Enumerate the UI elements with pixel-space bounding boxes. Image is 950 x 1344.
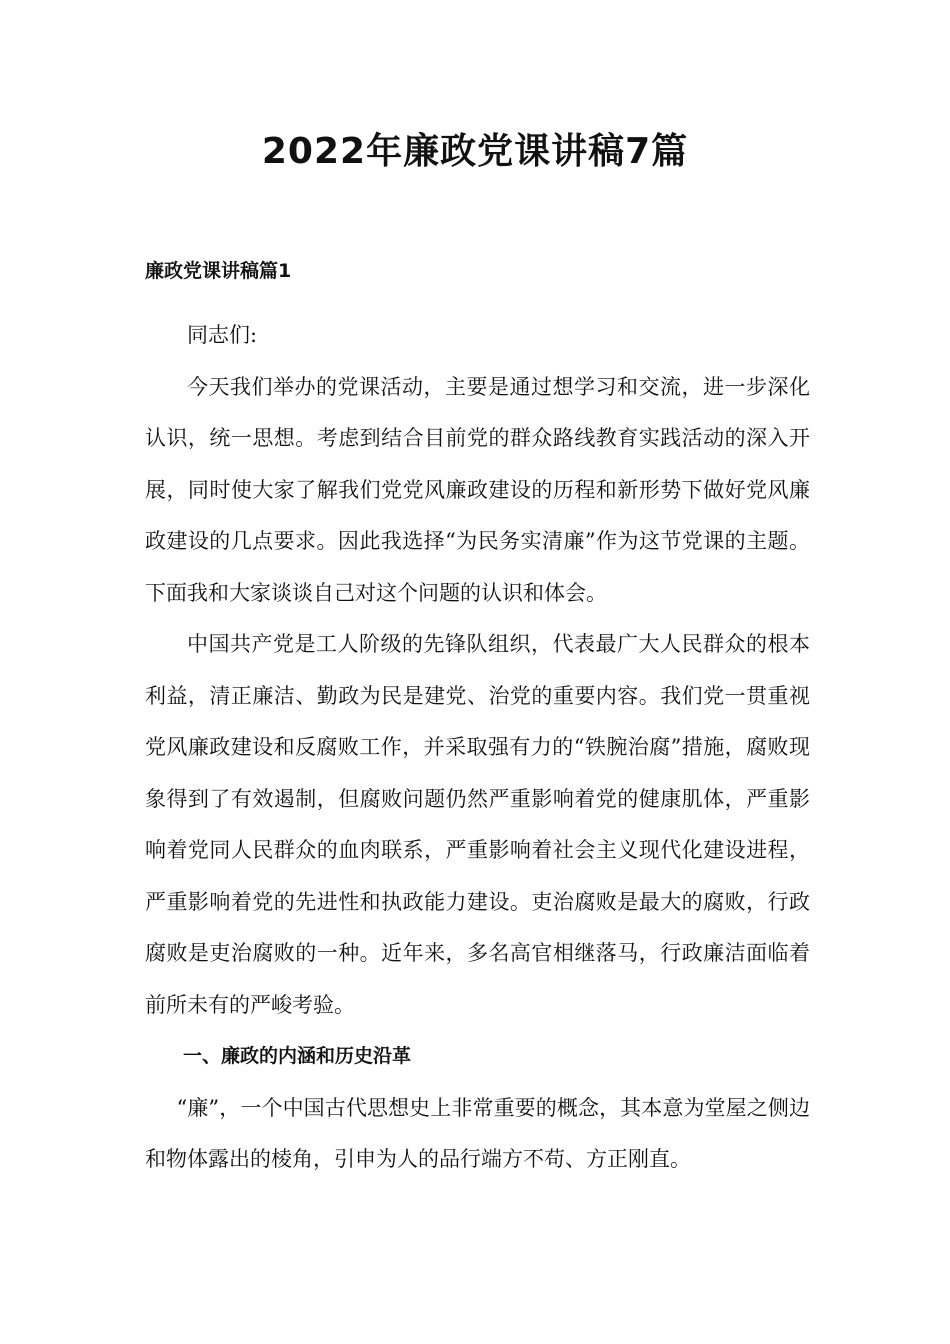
body-paragraph-3: “廉”，一个中国古代思想史上非常重要的概念，其本意为堂屋之侧边和物体露出的棱角，引申为人的品行端方不苟、方正刚直。 (145, 1095, 810, 1171)
document-body (145, 310, 810, 1186)
subheading-1: 一、廉政的内涵和历史沿革 (183, 1045, 412, 1067)
salutation: 同志们: (187, 323, 258, 347)
body-paragraph-1: 今天我们举办的党课活动，主要是通过想学习和交流，进一步深化认识，统一思想。考虑到结合目前党的群众路线教育实践活动的深入开展，同时使大家了解我们党党风廉政建设的历程和新形势下做好党风廉政建设的几点要求。因此我选择“为民务实清廉”作为这节党课的主题。下面我和大家谈谈自己对这个问题的认识和体会。 (145, 374, 810, 605)
body-paragraph-2: 中国共产党是工人阶级的先锋队组织，代表最广大人民群众的根本利益，清正廉洁、勤政为民是建党、治党的重要内容。我们党一贯重视党风廉政建设和反腐败工作，并采取强有力的“铁腕治腐”措施，腐败现象得到了有效遏制，但腐败问题仍然严重影响着党的健康肌体，严重影响着党同人民群众的血肉联系，严重影响着社会主义现代化建设进程，严重影响着党的先进性和执政能力建设。吏治腐败是最大的腐败，行政腐败是吏治腐败的一种。近年来，多名高官相继落马，行政廉洁面临着前所未有的严峻考验。 (145, 632, 810, 1017)
document-title: 2022年廉政党课讲稿7篇 (261, 131, 689, 172)
section-heading: 廉政党课讲稿篇1 (145, 260, 292, 282)
